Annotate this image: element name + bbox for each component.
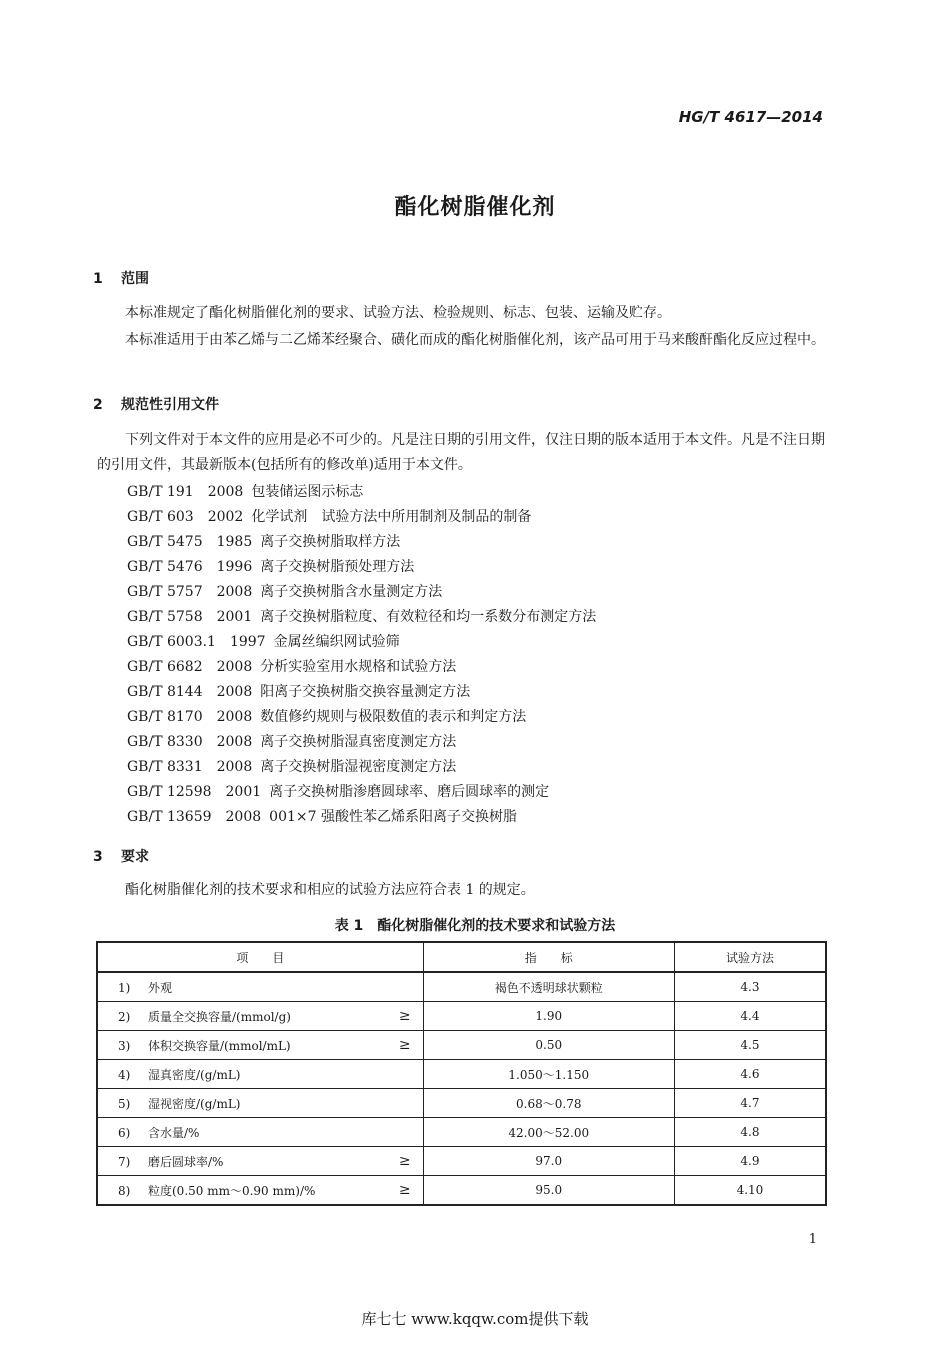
reference-list	[127, 480, 596, 830]
item-cell	[97, 1089, 423, 1118]
item-name: 湿视密度/(g/mL)	[148, 1096, 241, 1111]
reference-item	[127, 605, 596, 630]
item-name: 粒度(0.50 mm～0.90 mm)/%	[148, 1183, 316, 1198]
reference-code: GB/T 5476 1996	[127, 559, 253, 575]
reference-item	[127, 655, 596, 680]
reference-title: 离子交换树脂预处理方法	[260, 559, 415, 575]
value-cell: 42.00～52.00	[423, 1118, 674, 1147]
item-cell	[97, 1002, 423, 1031]
reference-code: GB/T 8144 2008	[127, 684, 253, 700]
reference-title: 离子交换树脂含水量测定方法	[260, 584, 443, 600]
item-name: 含水量/%	[148, 1125, 200, 1140]
method-cell: 4.7	[674, 1089, 826, 1118]
section-heading-scope	[93, 268, 149, 288]
item-name: 体积交换容量/(mmol/mL)	[148, 1038, 291, 1053]
item-cell	[97, 972, 423, 1002]
reference-code: GB/T 191 2008	[127, 484, 244, 500]
section-title: 要求	[121, 849, 149, 865]
item-name: 质量全交换容量/(mmol/g)	[148, 1009, 291, 1024]
table-row	[97, 1147, 826, 1176]
item-index: 3)	[118, 1038, 131, 1053]
reference-code: GB/T 8330 2008	[127, 734, 253, 750]
column-header-method: 试验方法	[674, 942, 826, 972]
value-cell: 褐色不透明球状颗粒	[423, 972, 674, 1002]
table-header-row	[97, 942, 826, 972]
table-row	[97, 1176, 826, 1206]
table-row	[97, 1089, 826, 1118]
column-header-value: 指 标	[423, 942, 674, 972]
table-row	[97, 1060, 826, 1089]
reference-code: GB/T 13659 2008	[127, 809, 262, 825]
item-index: 1)	[118, 980, 131, 995]
item-index: 6)	[118, 1125, 131, 1140]
reference-item	[127, 805, 596, 830]
reference-item	[127, 630, 596, 655]
item-cell	[97, 1147, 423, 1176]
item-name: 湿真密度/(g/mL)	[148, 1067, 241, 1082]
comparison-sign: ≥	[398, 1153, 411, 1169]
reference-item	[127, 680, 596, 705]
reference-code: GB/T 5757 2008	[127, 584, 253, 600]
download-watermark: 库七七 www.kqqw.com提供下载	[361, 1310, 589, 1328]
reference-item	[127, 705, 596, 730]
requirements-table	[96, 941, 827, 1206]
item-index: 8)	[118, 1183, 131, 1198]
section-number: 2	[93, 397, 103, 413]
comparison-sign: ≥	[398, 1182, 411, 1198]
comparison-sign: ≥	[398, 1037, 411, 1053]
reference-title: 离子交换树脂湿真密度测定方法	[260, 734, 457, 750]
item-name: 磨后圆球率/%	[148, 1154, 224, 1169]
reference-title: 化学试剂 试验方法中所用制剂及制品的制备	[251, 509, 532, 525]
reference-item	[127, 580, 596, 605]
reference-title: 离子交换树脂湿视密度测定方法	[260, 759, 457, 775]
reference-title: 离子交换树脂粒度、有效粒径和均一系数分布测定方法	[260, 609, 597, 625]
reference-title: 包装储运图示标志	[251, 484, 364, 500]
value-cell: 0.68～0.78	[423, 1089, 674, 1118]
reference-title: 数值修约规则与极限数值的表示和判定方法	[260, 709, 527, 725]
reference-code: GB/T 6003.1 1997	[127, 634, 266, 650]
item-index: 5)	[118, 1096, 131, 1111]
reference-item	[127, 780, 596, 805]
method-cell: 4.4	[674, 1002, 826, 1031]
reference-title: 阳离子交换树脂交换容量测定方法	[260, 684, 471, 700]
section-number: 1	[93, 271, 103, 287]
reference-item	[127, 555, 596, 580]
document-title: 酯化树脂催化剂	[394, 195, 556, 220]
item-index: 4)	[118, 1067, 131, 1082]
value-cell: 1.050～1.150	[423, 1060, 674, 1089]
table-row	[97, 1118, 826, 1147]
item-cell	[97, 1176, 423, 1206]
paragraph: 酯化树脂催化剂的技术要求和相应的试验方法应符合表 1 的规定。	[125, 882, 535, 898]
section-title: 范围	[121, 271, 149, 287]
reference-title: 001×7 强酸性苯乙烯系阳离子交换树脂	[269, 809, 517, 825]
value-cell: 97.0	[423, 1147, 674, 1176]
reference-title: 离子交换树脂取样方法	[260, 534, 401, 550]
reference-item	[127, 505, 596, 530]
reference-item	[127, 730, 596, 755]
section-number: 3	[93, 849, 103, 865]
item-index: 2)	[118, 1009, 131, 1024]
method-cell: 4.10	[674, 1176, 826, 1206]
reference-code: GB/T 8331 2008	[127, 759, 253, 775]
reference-title: 分析实验室用水规格和试验方法	[260, 659, 457, 675]
table-row	[97, 1002, 826, 1031]
method-cell: 4.8	[674, 1118, 826, 1147]
reference-item	[127, 480, 596, 505]
value-cell: 1.90	[423, 1002, 674, 1031]
column-header-item: 项 目	[97, 942, 423, 972]
comparison-sign: ≥	[398, 1008, 411, 1024]
method-cell: 4.9	[674, 1147, 826, 1176]
reference-code: GB/T 5758 2001	[127, 609, 253, 625]
item-cell	[97, 1118, 423, 1147]
reference-item	[127, 755, 596, 780]
reference-code: GB/T 8170 2008	[127, 709, 253, 725]
table-row	[97, 972, 826, 1002]
reference-code: GB/T 603 2002	[127, 509, 244, 525]
method-cell: 4.3	[674, 972, 826, 1002]
reference-title: 金属丝编织网试验筛	[273, 634, 400, 650]
section-title: 规范性引用文件	[121, 397, 219, 413]
reference-title: 离子交换树脂渗磨圆球率、磨后圆球率的测定	[269, 784, 550, 800]
paragraph: 本标准适用于由苯乙烯与二乙烯苯经聚合、磺化而成的酯化树脂催化剂，该产品可用于马来酸酐酯化反应过程中。	[125, 332, 825, 348]
table-caption: 表 1 酯化树脂催化剂的技术要求和试验方法	[334, 918, 616, 934]
item-name: 外观	[148, 980, 173, 995]
section-heading-requirements	[93, 846, 149, 866]
section-heading-normative-references	[93, 394, 219, 414]
value-cell: 95.0	[423, 1176, 674, 1206]
value-cell: 0.50	[423, 1031, 674, 1060]
method-cell: 4.6	[674, 1060, 826, 1089]
reference-code: GB/T 12598 2001	[127, 784, 262, 800]
table-row	[97, 1031, 826, 1060]
reference-code: GB/T 6682 2008	[127, 659, 253, 675]
paragraph: 下列文件对于本文件的应用是必不可少的。凡是注日期的引用文件，仅注日期的版本适用于本文件。凡是不注日期的引用文件，其最新版本(包括所有的修改单)适用于本文件。	[97, 432, 825, 473]
item-cell	[97, 1031, 423, 1060]
reference-code: GB/T 5475 1985	[127, 534, 253, 550]
method-cell: 4.5	[674, 1031, 826, 1060]
item-index: 7)	[118, 1154, 131, 1169]
page-number: 1	[808, 1232, 817, 1247]
reference-item	[127, 530, 596, 555]
standard-code: HG/T 4617—2014	[678, 108, 823, 126]
paragraph: 本标准规定了酯化树脂催化剂的要求、试验方法、检验规则、标志、包装、运输及贮存。	[125, 305, 671, 321]
item-cell	[97, 1060, 423, 1089]
